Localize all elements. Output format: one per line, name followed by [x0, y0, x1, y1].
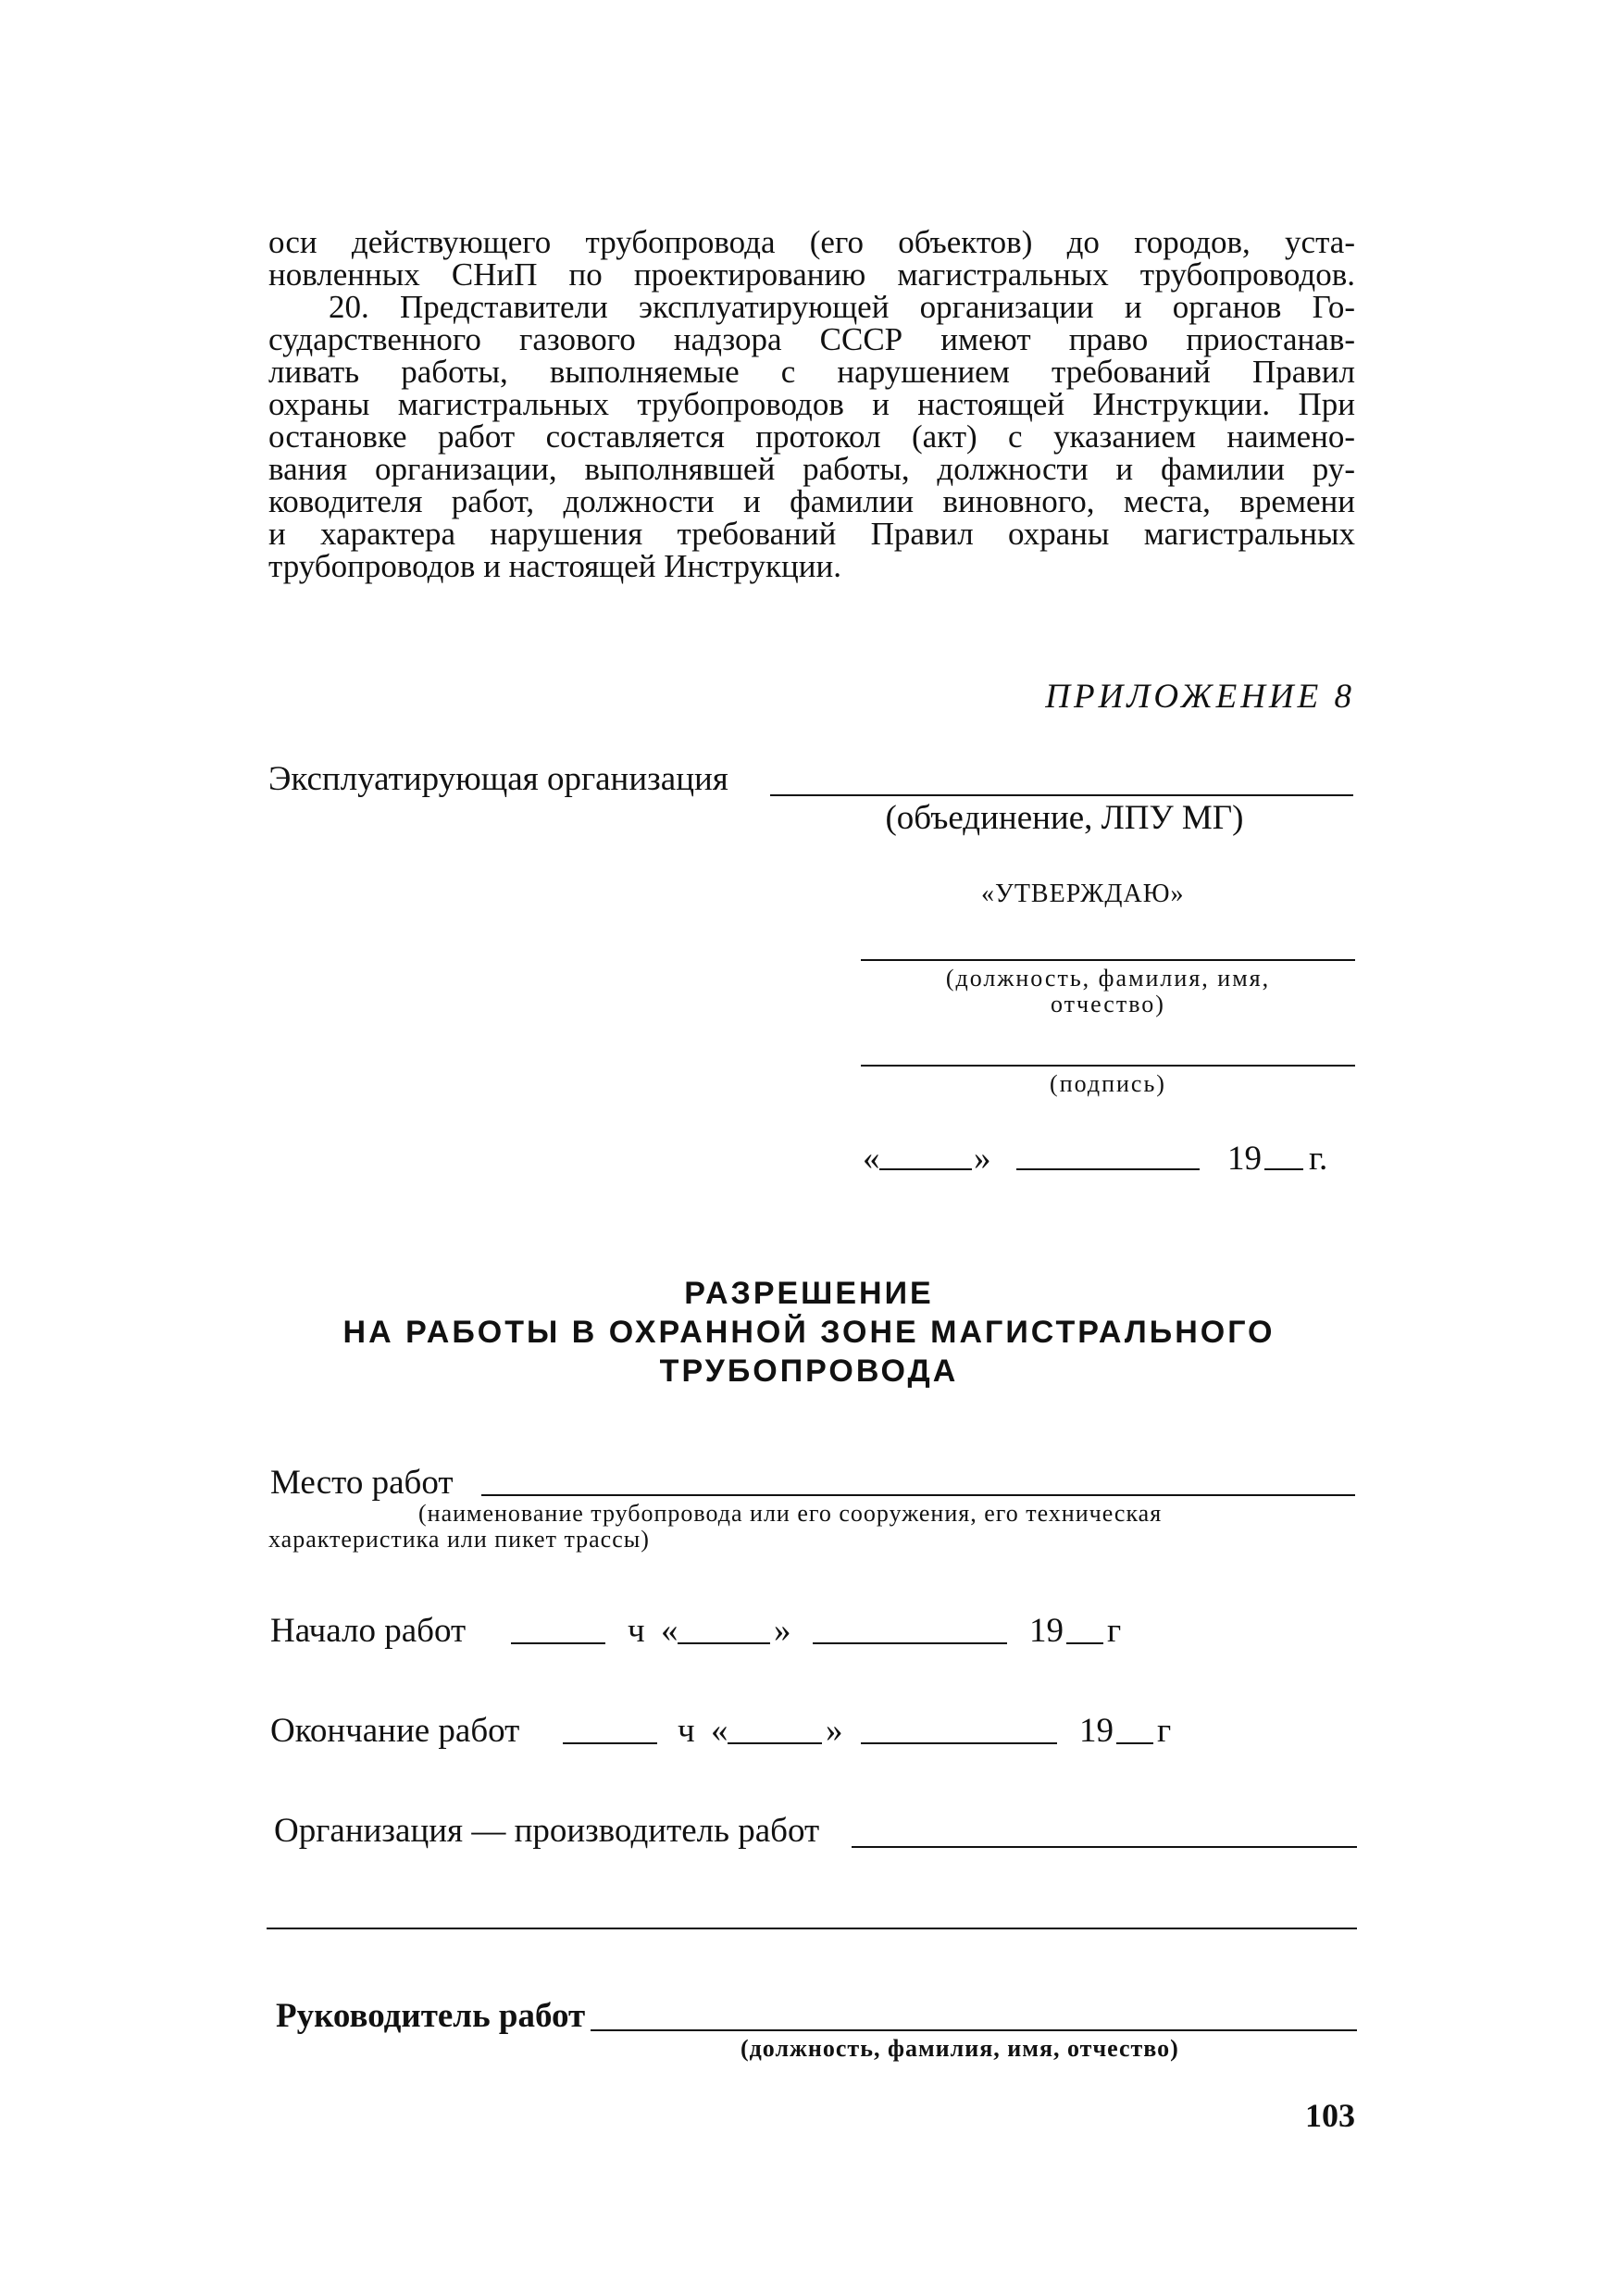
- place-hint: характеристика или пикет трассы): [268, 1526, 650, 1553]
- org-hint: (объединение, ЛПУ МГ): [885, 799, 1244, 837]
- approve-label: «УТВЕРЖДАЮ»: [981, 880, 1185, 908]
- date-year-blank[interactable]: [1264, 1141, 1303, 1170]
- date-month-blank[interactable]: [1016, 1141, 1200, 1170]
- document-title: ТРУБОПРОВОДА: [659, 1354, 959, 1389]
- hour-unit: ч: [678, 1712, 695, 1750]
- close-quote: »: [826, 1712, 843, 1750]
- paragraph-line: охраны магистральных трубопроводов и настоящей Инструкции. При: [268, 386, 1355, 422]
- date-year-suffix: г.: [1309, 1140, 1328, 1178]
- position-hint: (должность, фамилия, имя,: [945, 965, 1271, 992]
- contractor-line-2[interactable]: [267, 1928, 1357, 1929]
- position-line[interactable]: [861, 959, 1355, 961]
- end-label: Окончание работ: [270, 1712, 520, 1750]
- place-label: Место работ: [270, 1464, 454, 1502]
- place-hint: (наименование трубопровода или его сооружения, его техническая: [418, 1500, 1163, 1527]
- date-day-blank[interactable]: [879, 1141, 972, 1170]
- end-year-blank[interactable]: [1116, 1715, 1153, 1744]
- manager-line[interactable]: [591, 2029, 1357, 2031]
- appendix-label: ПРИЛОЖЕНИЕ 8: [1045, 678, 1355, 716]
- page-number: 103: [1305, 2097, 1355, 2134]
- open-quote: «: [661, 1612, 678, 1650]
- start-year-suffix: г: [1107, 1612, 1122, 1650]
- start-hour-blank[interactable]: [511, 1615, 605, 1644]
- start-day-blank[interactable]: [678, 1615, 770, 1644]
- paragraph-line: сударственного газового надзора СССР имеют право приостанав-: [268, 321, 1355, 357]
- end-year-suffix: г: [1157, 1712, 1172, 1750]
- contractor-line[interactable]: [852, 1846, 1357, 1848]
- document-title: РАЗРЕШЕНИЕ: [684, 1276, 934, 1311]
- end-year: 19: [1079, 1712, 1114, 1750]
- org-line[interactable]: [770, 794, 1353, 796]
- end-day-blank[interactable]: [728, 1715, 822, 1744]
- hour-unit: ч: [628, 1612, 645, 1650]
- paragraph-line: ководителя работ, должности и фамилии виновного, места, времени: [268, 483, 1355, 519]
- close-quote: »: [774, 1612, 791, 1650]
- close-quote: »: [974, 1140, 991, 1178]
- open-quote: «: [711, 1712, 728, 1750]
- paragraph-line: трубопроводов и настоящей Инструкции.: [268, 548, 841, 584]
- end-hour-blank[interactable]: [563, 1715, 657, 1744]
- date-year: 19: [1227, 1140, 1262, 1178]
- place-line[interactable]: [481, 1494, 1355, 1496]
- paragraph-line: и характера нарушения требований Правил охраны магистральных: [268, 516, 1355, 552]
- org-label: Эксплуатирующая организация: [268, 760, 728, 798]
- paragraph-line: 20. Представители эксплуатирующей организации и органов Го-: [329, 289, 1355, 325]
- start-year-blank[interactable]: [1066, 1615, 1103, 1644]
- contractor-label: Организация — производитель работ: [274, 1812, 820, 1850]
- start-year: 19: [1029, 1612, 1064, 1650]
- end-month-blank[interactable]: [861, 1715, 1057, 1744]
- start-month-blank[interactable]: [813, 1615, 1007, 1644]
- paragraph-line: ливать работы, выполняемые с нарушением требований Правил: [268, 354, 1355, 390]
- start-label: Начало работ: [270, 1612, 467, 1650]
- open-quote: «: [863, 1140, 880, 1178]
- position-hint: отчество): [1051, 991, 1165, 1017]
- paragraph-line: новленных СНиП по проектированию магистральных трубопроводов.: [268, 256, 1355, 293]
- signature-hint: (подпись): [1050, 1070, 1166, 1097]
- manager-label: Руководитель работ: [276, 1997, 586, 2035]
- document-title: НА РАБОТЫ В ОХРАННОЙ ЗОНЕ МАГИСТРАЛЬНОГО: [342, 1315, 1276, 1350]
- manager-hint: (должность, фамилия, имя, отчество): [741, 2035, 1179, 2062]
- signature-line[interactable]: [861, 1065, 1355, 1067]
- paragraph-line: оси действующего трубопровода (его объектов) до городов, уста-: [268, 224, 1355, 260]
- paragraph-line: остановке работ составляется протокол (акт) с указанием наимено-: [268, 418, 1355, 455]
- paragraph-line: вания организации, выполнявшей работы, должности и фамилии ру-: [268, 451, 1355, 487]
